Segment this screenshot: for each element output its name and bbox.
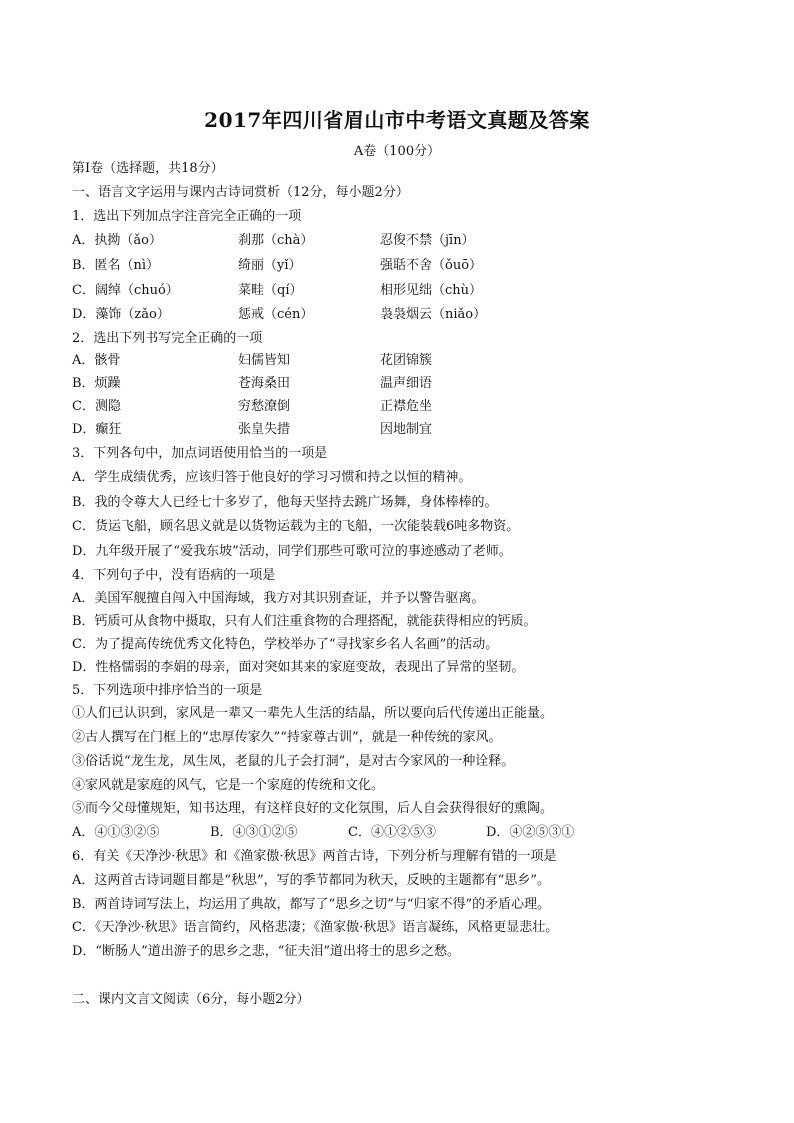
option-line: D．性格懦弱的李娟的母亲，面对突如其来的家庭变故，表现出了异常的坚韧。 bbox=[72, 660, 525, 675]
option-cell: 花团锦簇 bbox=[380, 353, 433, 368]
option-cell: A．骸骨 bbox=[72, 353, 121, 368]
option-line: C．为了提高传统优秀文化特色，学校举办了“寻找家乡名人名画”的活动。 bbox=[72, 637, 499, 652]
option-row bbox=[72, 824, 734, 842]
option-cell: 强聒不舍（ǒuō） bbox=[380, 258, 483, 273]
question-stem: 2．选出下列书写完全正确的一项 bbox=[72, 331, 263, 346]
option-line: B．两首诗词写法上，均运用了典故，都写了“思乡之切”与“归家不得”的矛盾心理。 bbox=[72, 897, 551, 912]
option-cell: 妇儒皆知 bbox=[238, 353, 291, 368]
question-stem: 3．下列各句中，加点词语使用恰当的一项是 bbox=[72, 446, 328, 461]
option-cell: D．藻饰（zǎo） bbox=[72, 307, 170, 322]
option-cell: 忍俊不禁（jīn） bbox=[380, 233, 475, 248]
option-cell: 袅袅烟云（niǎo） bbox=[380, 307, 487, 322]
question-stem: 5．下列选项中排序恰当的一项是 bbox=[72, 683, 263, 698]
sentence-item: ④家风就是家庭的风气，它是一个家庭的传统和文化。 bbox=[72, 778, 385, 793]
option-cell: 因地制宜 bbox=[380, 422, 433, 437]
option-cell: 菜畦（qí） bbox=[238, 283, 303, 298]
question-stem: 4．下列句子中，没有语病的一项是 bbox=[72, 568, 276, 583]
sentence-item: ⑤而今父母懂规矩，知书达理，有这样良好的文化氛围，后人自会获得很好的熏陶。 bbox=[72, 801, 554, 816]
option-cell: D．④②⑤③① bbox=[486, 825, 575, 840]
document-title: 2017年四川省眉山市中考语文真题及答案 bbox=[204, 108, 590, 132]
option-cell: C．测隐 bbox=[72, 399, 121, 414]
option-cell: 苍海桑田 bbox=[238, 376, 291, 391]
option-row bbox=[72, 282, 734, 300]
option-row bbox=[72, 398, 734, 416]
option-cell: 穷愁潦倒 bbox=[238, 399, 291, 414]
option-cell: 张皇失措 bbox=[238, 422, 291, 437]
option-cell: 正襟危坐 bbox=[380, 399, 433, 414]
option-cell: A．执拗（ǎo） bbox=[72, 233, 162, 248]
option-row bbox=[72, 306, 734, 324]
option-cell: B．烦躁 bbox=[72, 376, 121, 391]
question-stem: 6．有关《天净沙·秋思》和《渔家傲·秋思》两首古诗，下列分析与理解有错的一项是 bbox=[72, 849, 557, 864]
option-line: C．《天净沙·秋思》语言简约，风格悲凄；《渔家傲·秋思》语言凝练，风格更显悲壮。 bbox=[72, 920, 559, 935]
option-line: B．我的令尊大人已经七十多岁了，他每天坚持去跳广场舞，身体棒棒的。 bbox=[72, 495, 498, 510]
option-cell: D．癫狂 bbox=[72, 422, 122, 437]
sentence-item: ①人们已认识到，家风是一辈又一辈先人生活的结晶，所以要向后代传递出正能量。 bbox=[72, 706, 554, 721]
option-cell: 惩戒（cén） bbox=[238, 307, 314, 322]
option-row bbox=[72, 352, 734, 370]
option-cell: A．④①③②⑤ bbox=[72, 825, 160, 840]
section-heading: 第Ⅰ卷（选择题，共18分） bbox=[72, 161, 224, 176]
option-line: A．这两首古诗词题目都是“秋思”，写的季节都同为秋天，反映的主题都有“思乡”。 bbox=[72, 873, 550, 888]
question-stem: 1．选出下列加点字注音完全正确的一项 bbox=[72, 209, 302, 224]
option-cell: 刹那（chà） bbox=[238, 233, 314, 248]
document-subtitle: A卷（100分） bbox=[353, 144, 441, 159]
option-row bbox=[72, 232, 734, 250]
option-cell: 相形见绌（chù） bbox=[380, 283, 483, 298]
part-heading: 一、语言文字运用与课内古诗词赏析（12分，每小题2分） bbox=[72, 185, 409, 200]
option-line: B．钙质可从食物中摄取，只有人们注重食物的合理搭配，就能获得相应的钙质。 bbox=[72, 614, 537, 629]
sentence-item: ②古人撰写在门框上的“忠厚传家久”“持家尊古训”，就是一种传统的家风。 bbox=[72, 730, 502, 745]
part-heading: 二、课内文言文阅读（6分，每小题2分） bbox=[72, 992, 310, 1007]
option-line: A．学生成绩优秀，应该归答于他良好的学习习惯和持之以恒的精神。 bbox=[72, 470, 472, 485]
option-cell: B．④③①②⑤ bbox=[210, 825, 298, 840]
option-cell: 温声细语 bbox=[380, 376, 433, 391]
option-row bbox=[72, 257, 734, 275]
option-row bbox=[72, 421, 734, 439]
option-line: A．美国军舰擅自闯入中国海域，我方对其识别查证，并予以警告驱离。 bbox=[72, 591, 485, 606]
option-cell: C．④①②⑤③ bbox=[348, 825, 436, 840]
sentence-item: ③俗话说“龙生龙，凤生凤，老鼠的儿子会打洞”，是对古今家风的一种诠释。 bbox=[72, 754, 515, 769]
option-line: D．“断肠人”道出游子的思乡之悲，“征夫泪”道出将士的思乡之愁。 bbox=[72, 944, 461, 959]
option-line: D．九年级开展了“爱我东坡”活动，同学们那些可歌可泣的事迹感动了老师。 bbox=[72, 544, 512, 559]
option-row bbox=[72, 375, 734, 393]
option-cell: C．阔绰（chuó） bbox=[72, 283, 179, 298]
option-line: C．货运飞船，顾名思义就是以货物运载为主的飞船，一次能装载6吨多物资。 bbox=[72, 519, 520, 534]
option-cell: B．匿名（nì） bbox=[72, 258, 160, 273]
option-cell: 绮丽（yǐ） bbox=[238, 258, 302, 273]
